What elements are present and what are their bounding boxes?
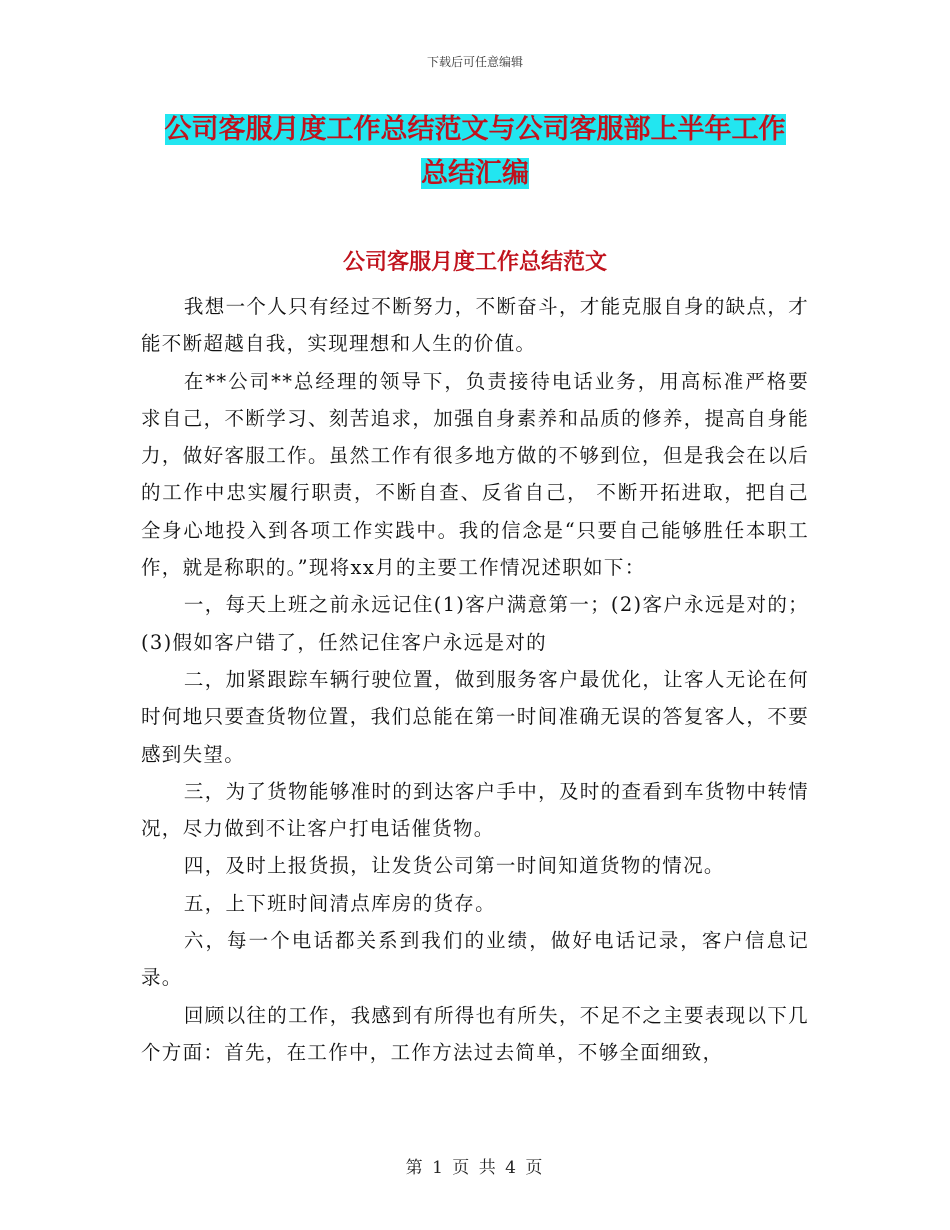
paragraph: 一，每天上班之前永远记住(1)客户满意第一；(2)客户永远是对的；(3)假如客户错了，任然记住客户永远是对的 bbox=[141, 593, 809, 654]
paragraph: 五，上下班时间清点库房的货存。 bbox=[183, 891, 496, 915]
paragraph: 四，及时上报货损，让发货公司第一时间知道货物的情况。 bbox=[183, 854, 725, 878]
paragraph: 我想一个人只有经过不断努力，不断奋斗，才能克服自身的缺点，才能不断超越自我，实现理想和人生的价值。 bbox=[141, 295, 809, 356]
page-number-footer: 第 1 页 共 4 页 bbox=[405, 1158, 545, 1178]
paragraph: 六，每一个电话都关系到我们的业绩，做好电话记录，客户信息记录。 bbox=[141, 929, 809, 990]
page-header-note: 下载后可任意编辑 bbox=[426, 55, 523, 69]
paragraph: 回顾以往的工作，我感到有所得也有所失，不足不之主要表现以下几个方面：首先，在工作中，工作方法过去简单，不够全面细致， bbox=[141, 1003, 809, 1064]
paragraph: 在**公司**总经理的领导下，负责接待电话业务，用高标准严格要求自己，不断学习、刻苦追求，加强自身素养和品质的修养，提高自身能力，做好客服工作。虽然工作有很多地方做的不够到位，但是我会在以后的工作中忠实履行职责，不断自查、反省自己， 不断开拓进取，把自己全身心地投入到各项工作实践中。我的信念是“只要自己能够胜任本职工作，就是称职的。”现将xx月的主要工作情况述职如下： bbox=[141, 369, 809, 580]
document-title-line-2: 总结汇编 bbox=[421, 158, 529, 189]
document-title bbox=[150, 108, 800, 196]
document-title-line-1: 公司客服月度工作总结范文与公司客服部上半年工作 bbox=[164, 114, 786, 145]
paragraph: 二，加紧跟踪车辆行驶位置，做到服务客户最优化，让客人无论在何时何地只要查货物位置，我们总能在第一时间准确无误的答复客人，不要感到失望。 bbox=[141, 667, 809, 766]
section-heading: 公司客服月度工作总结范文 bbox=[342, 250, 607, 275]
document-body bbox=[141, 288, 809, 1071]
paragraph: 三，为了货物能够准时的到达客户手中，及时的查看到车货物中转情况，尽力做到不让客户打电话催货物。 bbox=[141, 779, 809, 841]
